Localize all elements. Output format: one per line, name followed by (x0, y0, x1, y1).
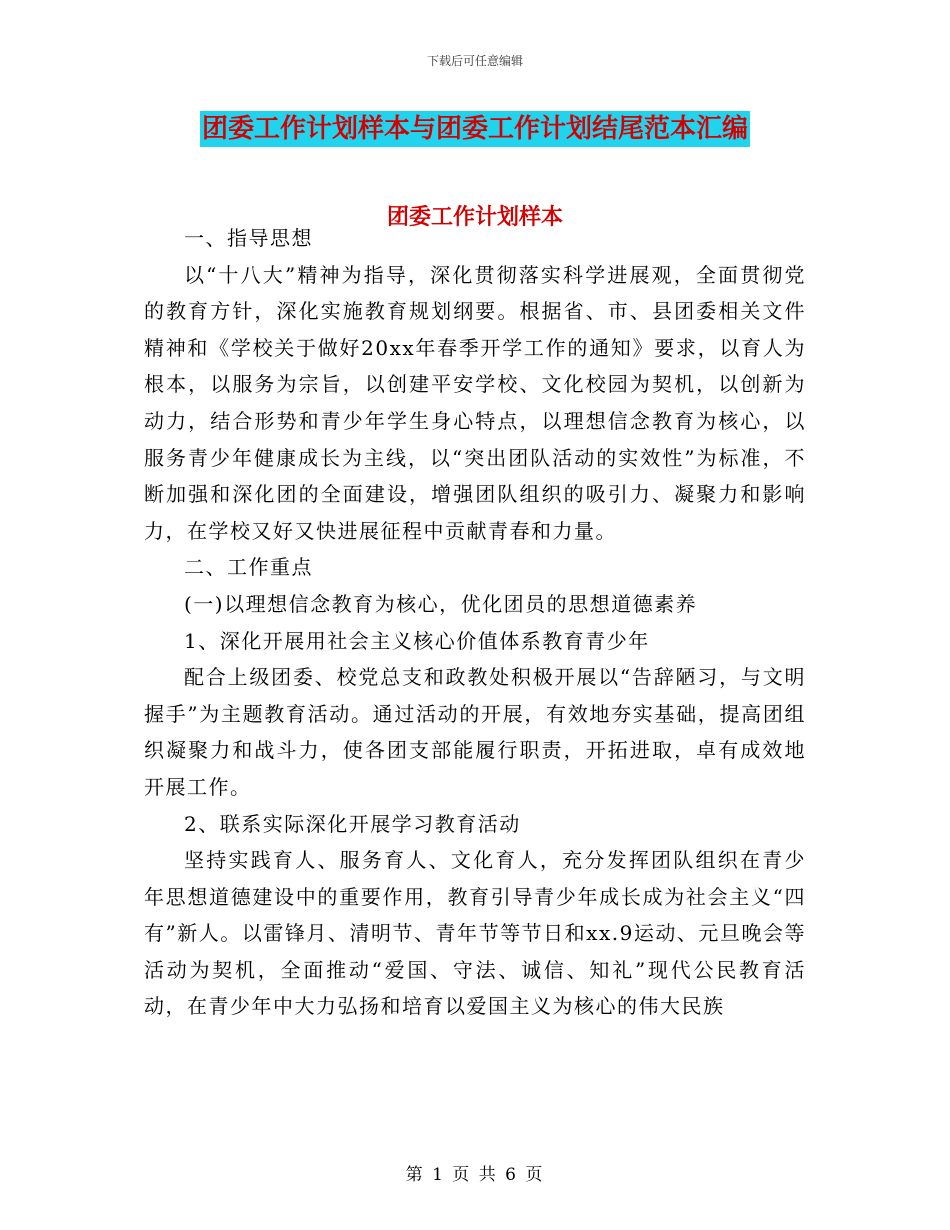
item-heading-1: 1、深化开展用社会主义核心价值体系教育青少年 (184, 628, 650, 653)
document-body (144, 220, 806, 1025)
paragraph-guiding-ideology: 以“十八大”精神为指导，深化贯彻落实科学进展观，全面贯彻党的教育方针，深化实施教育规划纲要。根据省、市、县团委相关文件精神和《学校关于做好20xx年春季开学工作的通知》要求，以育人为根本，以服务为宗旨，以创建平安学校、文化校园为契机，以创新为动力，结合形势和青少年学生身心特点，以理想信念教育为核心，以服务青少年健康成长为主线，以“突出团队活动的实效性”为标准，不断加强和深化团的全面建设，增强团队组织的吸引力、凝聚力和影响力，在学校又好又快进展征程中贡献青春和力量。 (144, 262, 806, 543)
document-title: 团委工作计划样本与团委工作计划结尾范本汇编 (200, 111, 750, 147)
paragraph-item-1: 配合上级团委、校党总支和政教处积极开展以“告辞陋习，与文明握手”为主题教育活动。通过活动的开展，有效地夯实基础，提高团组织凝聚力和战斗力，使各团支部能履行职责，开拓进取，卓有成效地开展工作。 (144, 665, 806, 799)
paragraph-item-2: 坚持实践育人、服务育人、文化育人，充分发挥团队组织在青少年思想道德建设中的重要作用，教育引导青少年成长成为社会主义“四有”新人。以雷锋月、清明节、青年节等节日和xx.9运动、元旦晚会等活动为契机，全面推动“爱国、守法、诚信、知礼”现代公民教育活动，在青少年中大力弘扬和培育以爱国主义为核心的伟大民族 (144, 848, 806, 1019)
document-title-container (0, 111, 950, 147)
item-heading-2: 2、联系实际深化开展学习教育活动 (184, 811, 521, 836)
heading-work-focus: 二、工作重点 (184, 555, 313, 580)
subheading-ideals-education: (一)以理想信念教育为核心，优化团员的思想道德素养 (184, 591, 698, 616)
section-title: 团委工作计划样本 (386, 205, 563, 230)
heading-guiding-ideology: 一、指导思想 (184, 226, 313, 250)
header-note: 下载后可任意编辑 (426, 54, 523, 68)
page-number: 第 1 页 共 6 页 (405, 1165, 545, 1185)
